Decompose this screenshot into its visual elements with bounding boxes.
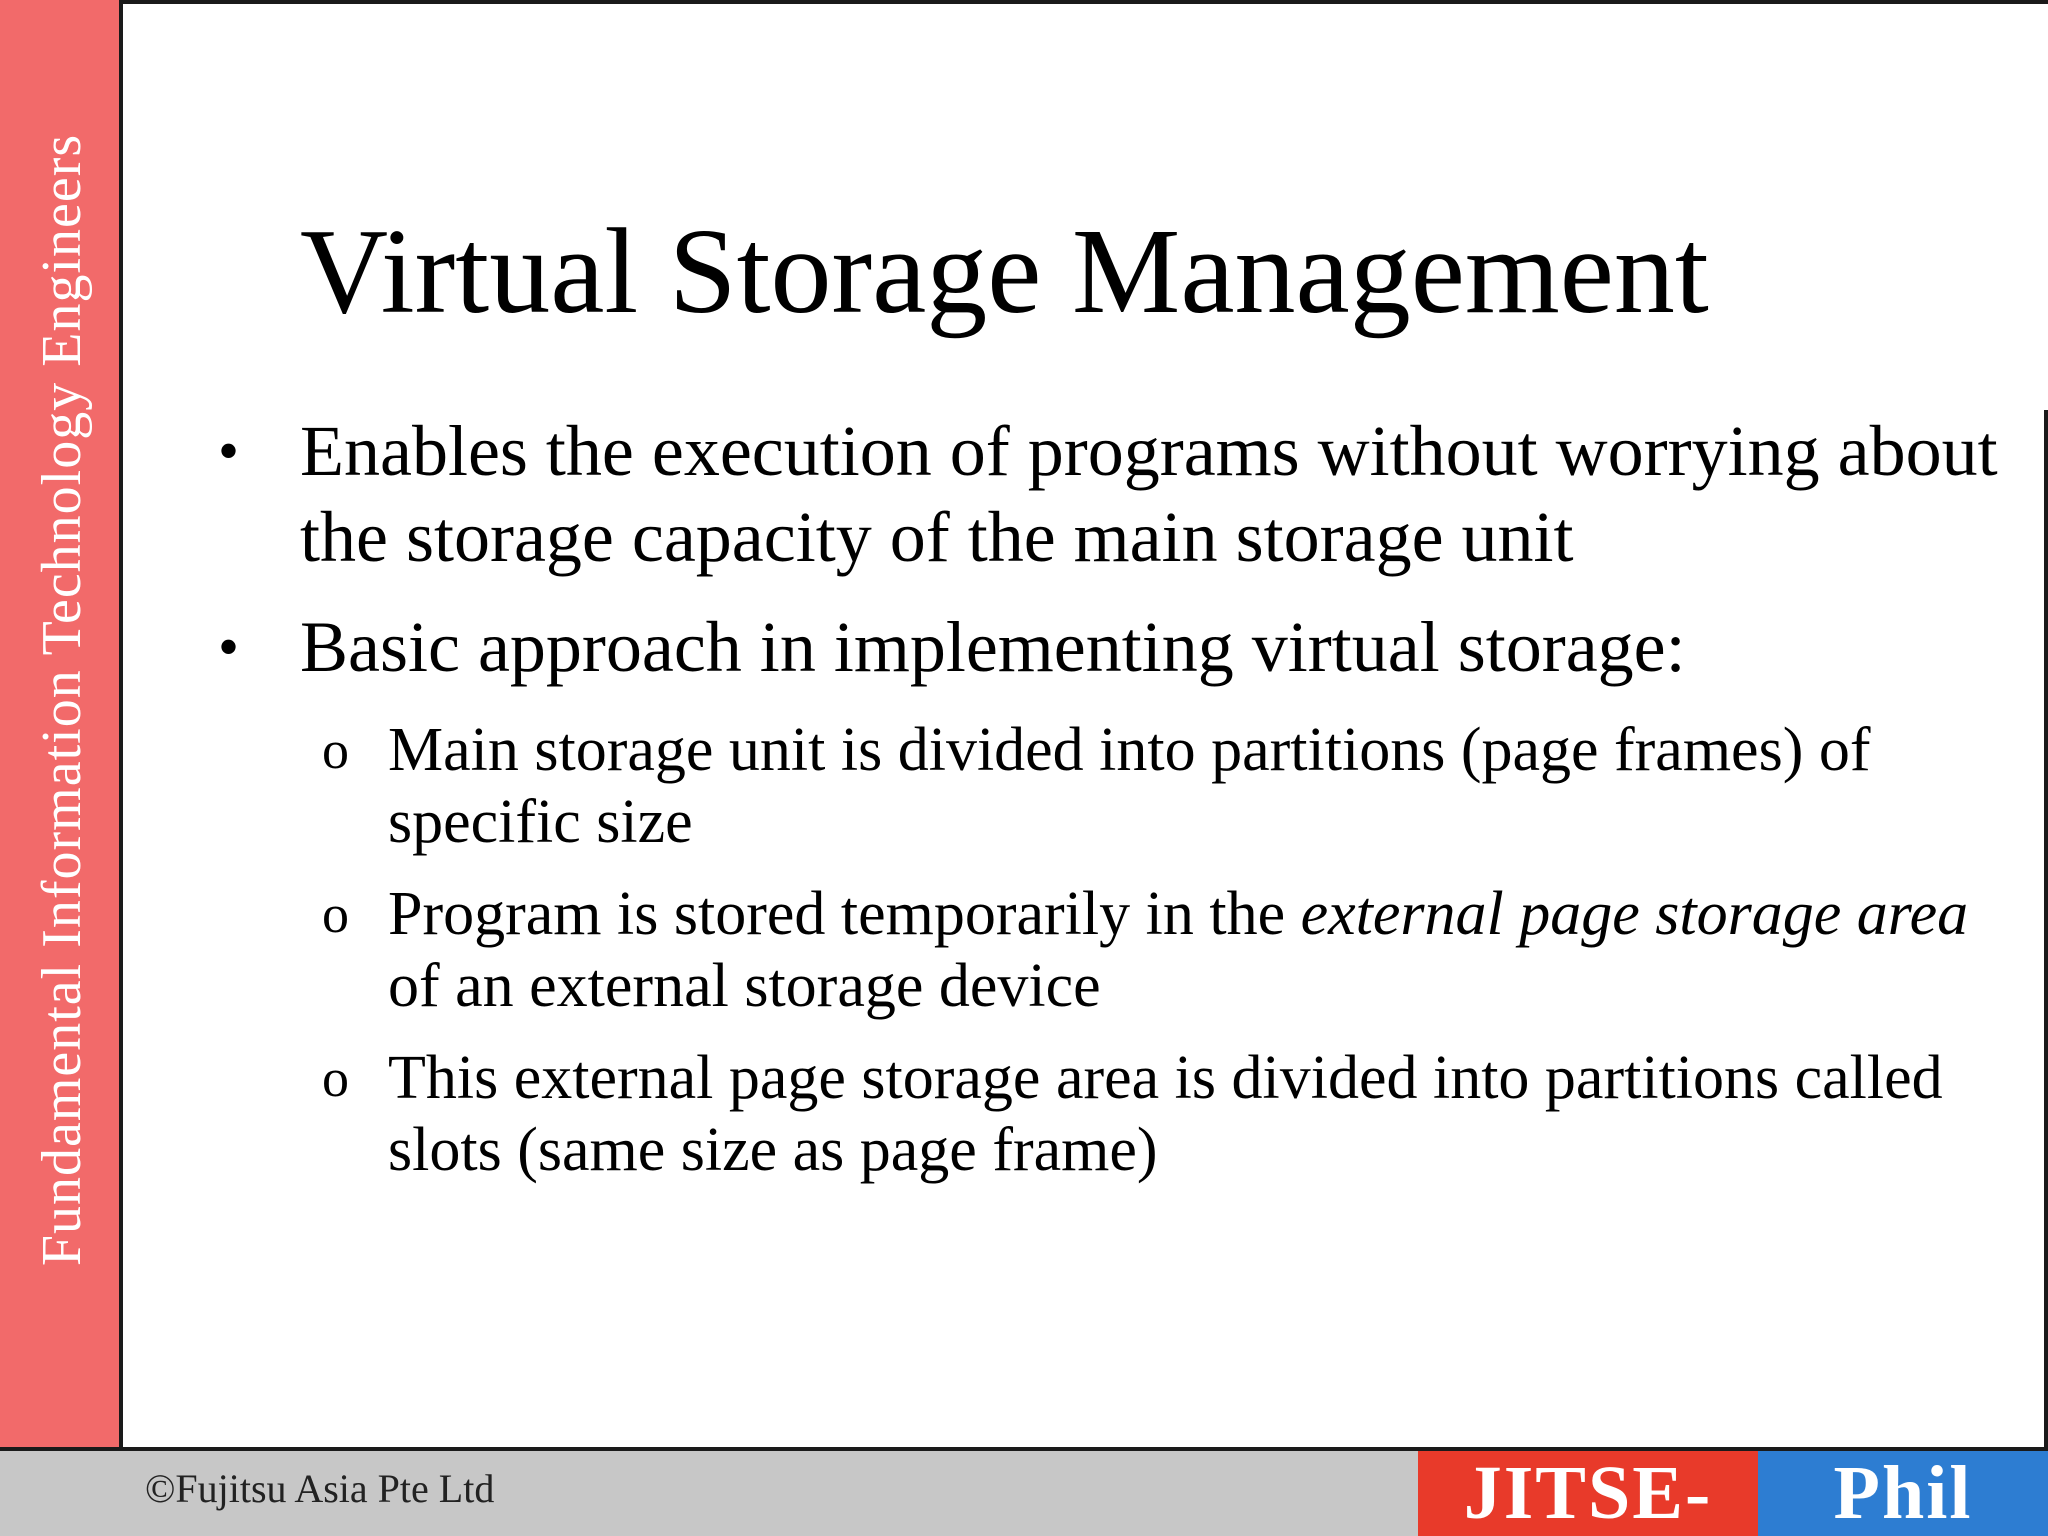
top-rule [123,0,2048,4]
sub-bullet-item [210,878,2010,1022]
sub-bullet-text-after: of an external storage device [388,952,1101,1020]
right-rule [2044,410,2048,1447]
sub-bullet-marker: o [322,884,349,944]
sub-bullet-text: This external page storage area is divided into partitions called slots (same size as page frame) [388,1044,1943,1184]
bullet-item [210,604,2010,690]
sub-bullet-text-italic: external page storage area [1300,880,1969,948]
slide-content [210,408,2010,1206]
bullet-item [210,408,2010,580]
sub-bullet-item [210,1042,2010,1186]
slide-title: Virtual Storage Management [300,204,1709,339]
sub-bullet-item [210,714,2010,858]
copyright-text: ©Fujitsu Asia Pte Ltd [145,1466,495,1511]
sub-bullet-text [388,880,1968,1020]
bullet-marker: • [218,418,240,484]
footer-bar [0,1447,2048,1536]
footer-band [0,1451,123,1536]
sub-bullet-marker: o [322,720,349,780]
bullet-marker: • [218,614,240,680]
sub-bullet-marker: o [322,1048,349,1108]
sidebar-vertical-text: Fundamental Information Technology Engineers [31,133,93,1267]
sub-bullet-text-before: Program is stored temporarily in the [388,880,1301,948]
bullet-text: Basic approach in implementing virtual storage: [300,607,1686,687]
jitse-phil-logo [1418,1451,2048,1536]
bullet-text: Enables the execution of programs without worrying about the storage capacity of the main storage unit [300,411,1998,577]
sub-bullet-text: Main storage unit is divided into partitions (page frames) of specific size [388,716,1871,856]
sub-bullet-list [210,714,2010,1186]
sidebar-band [0,0,123,1447]
logo-left-text: JITSE- [1418,1451,1758,1536]
logo-right-text: Phil [1758,1451,2048,1536]
